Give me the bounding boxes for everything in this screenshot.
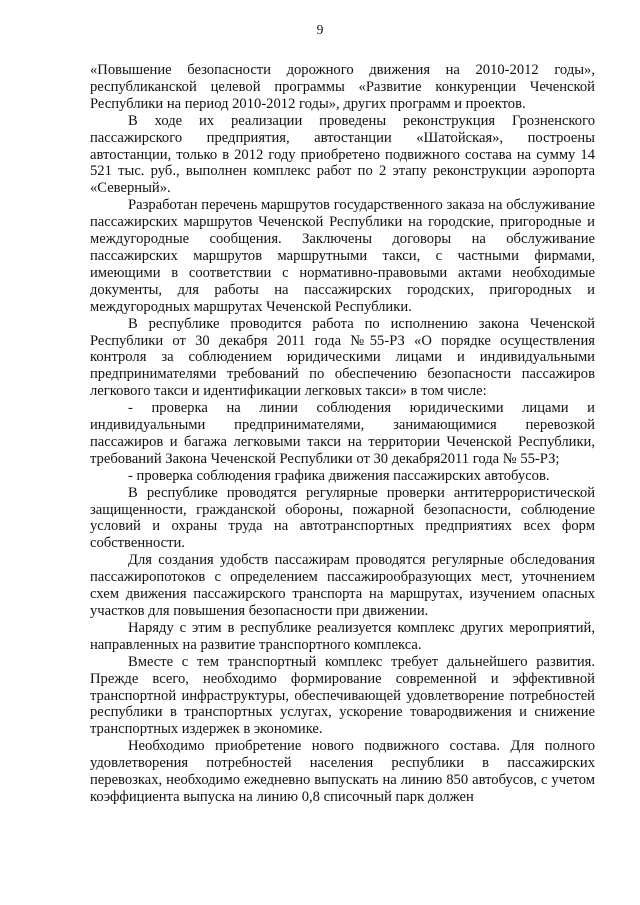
- paragraph: Для создания удобств пассажирам проводятся регулярные обследования пассажиропотоков с определением пассажирообразующих мест, уточнением схем движения пассажирского транспорта на маршрутах, изучением опасных участков для повышения безопасности при движении.: [90, 552, 595, 619]
- paragraph: В республике проводится работа по исполнению закона Чеченской Республики от 30 декабря 2011 года №55-РЗ «О порядке осуществления контроля за соблюдением юридическими лицами и индивидуальными предпринимателями требований по обеспечению безопасности пассажиров легкового такси и идентификации легковых такси» в том числе:: [90, 315, 595, 400]
- paragraph: В республике проводятся регулярные проверки антитеррористической защищенности, гражданской обороны, пожарной безопасности, соблюдение условий и охраны труда на автотранспортных предприятиях всех форм собственности.: [90, 484, 595, 552]
- paragraph: Наряду с этим в республике реализуется комплекс других мероприятий, направленных на развитие транспортного комплекса.: [90, 619, 595, 653]
- list-item: - проверка соблюдения графика движения пассажирских автобусов.: [128, 467, 550, 484]
- body-text: [90, 62, 595, 806]
- paragraph: «Повышение безопасности дорожного движения на 2010-2012 годы», республиканской целевой программы «Развитие конкуренции Чеченской Республики на период 2010-2012 годы», других программ и проектов.: [90, 62, 595, 112]
- paragraph: Вместе с тем транспортный комплекс требует дальнейшего развития. Прежде всего, необходимо формирование современной и эффективной транспортной инфраструктуры, обеспечивающей удовлетворение потребностей республики в транспортных услугах, ускорение товародвижения и снижение транспортных издержек в экономике.: [90, 653, 595, 738]
- paragraph: Необходимо приобретение нового подвижного состава. Для полного удовлетворения потребностей населения республики в пассажирских перевозках, необходимо ежедневно выпускать на линию 850 автобусов, с учетом коэффициента выпуска на линию 0,8 списочный парк должен: [90, 738, 595, 805]
- page-number: 9: [316, 22, 324, 37]
- paragraph: В ходе их реализации проведены реконструкция Грозненского пассажирского предприятия, автостанции «Шатойская», построены автостанции, только в 2012 году приобретено подвижного состава на сумму 14 521 тыс. руб., выполнен комплекс работ по 2 этапу реконструкции аэропорта «Северный».: [90, 112, 595, 197]
- paragraph: Разработан перечень маршрутов государственного заказа на обслуживание пассажирских маршрутов Чеченской Республики на городские, пригородные и междугородные сообщения. Заключены договоры на обслуживание пассажирских маршрутов маршрутными такси, с частными фирмами, имеющими в соответствии с нормативно-правовыми актами необходимые документы, для работы на пассажирских городских, пригородных и междугородных маршрутах Чеченской Республики.: [90, 197, 595, 315]
- list-item: - проверка на линии соблюдения юридическими лицами и индивидуальными предпринимателями, занимающимися перевозкой пассажиров и багажа легковыми такси на территории Чеченской Республики, требований Закона Чеченской Республики от 30 декабря2011 года № 55-РЗ;: [90, 400, 595, 467]
